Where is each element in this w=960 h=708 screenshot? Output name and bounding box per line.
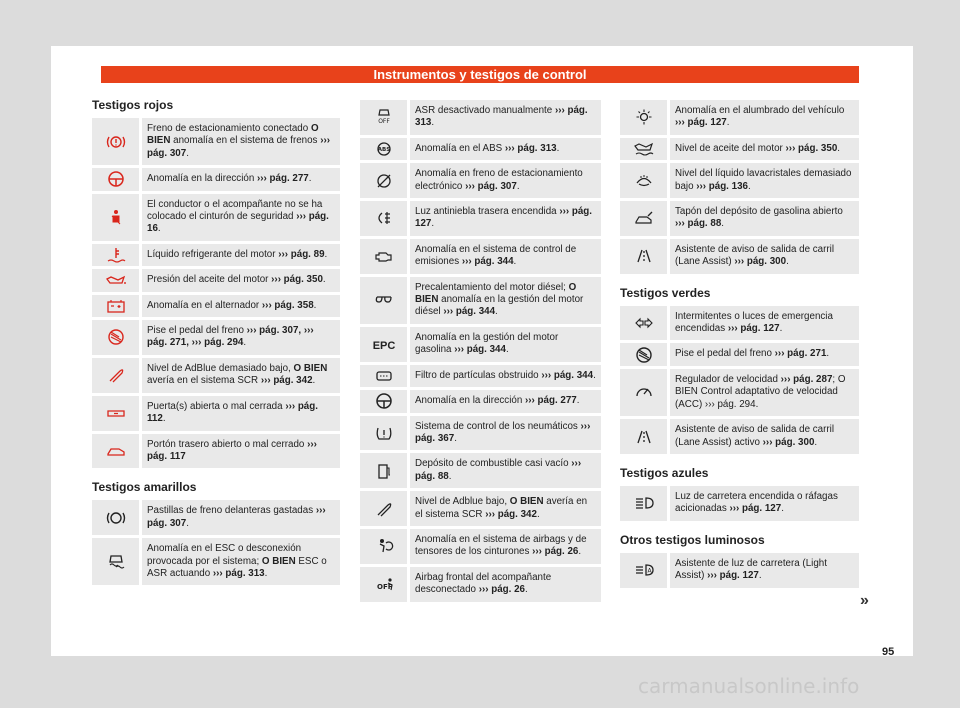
column-left xyxy=(92,92,340,588)
description-ref[interactable]: ››› pág. 127 xyxy=(707,570,759,582)
indicator-description xyxy=(410,416,601,451)
description-pre: Anomalía en la gestión del motor gasolina xyxy=(415,331,559,356)
description-ref[interactable]: ››› pág. 344 xyxy=(461,256,514,268)
description-end: . xyxy=(758,570,762,582)
steering-icon xyxy=(106,171,126,187)
section-title: Otros testigos luminosos xyxy=(620,532,765,547)
description-end: . xyxy=(324,248,328,260)
indicator-row xyxy=(92,194,340,241)
indicator-icon-cell xyxy=(92,269,139,291)
indicator-description xyxy=(142,396,340,431)
description-pre: ASR desactivado manualmente xyxy=(415,105,555,116)
indicator-description xyxy=(410,201,601,236)
washer-icon xyxy=(634,173,654,189)
indicator-icon-cell xyxy=(620,343,667,365)
indicator-icon-cell xyxy=(360,491,407,526)
description-ref[interactable]: ››› pág. 342 xyxy=(485,508,537,520)
description-pre: Asistente de luz de carretera (Light Assist) xyxy=(675,557,827,582)
description-ref[interactable]: ››› pág. 136 xyxy=(696,180,748,192)
airbag-icon xyxy=(374,538,394,554)
description-pre: Presión del aceite del motor xyxy=(147,274,272,286)
indicator-description xyxy=(410,100,601,135)
indicator-icon-cell xyxy=(92,500,139,535)
description-ref[interactable]: ››› pág. 16 xyxy=(147,211,329,235)
indicator-row xyxy=(620,419,859,454)
seatbelt-icon xyxy=(106,209,126,225)
indicator-row xyxy=(360,277,601,324)
indicator-icon-cell xyxy=(360,277,407,324)
description-ref[interactable]: ››› pág. 344 xyxy=(541,369,594,381)
description-end: . xyxy=(431,218,435,230)
description-ref[interactable]: ››› pág. 313 xyxy=(504,142,557,154)
description-end: . xyxy=(536,508,540,520)
indicator-icon-cell xyxy=(360,390,407,412)
indicator-row xyxy=(360,100,601,135)
indicator-description xyxy=(142,295,340,317)
fuel-cap-icon xyxy=(634,210,654,226)
description-post: ESC o ASR actuando xyxy=(147,555,327,579)
description-end: . xyxy=(162,413,166,425)
indicator-description xyxy=(410,453,601,488)
indicator-row xyxy=(620,163,859,198)
indicator-icon-cell xyxy=(360,416,407,451)
description-end: . xyxy=(747,180,751,192)
indicator-row xyxy=(92,358,340,393)
description-post: avería en el sistema SCR xyxy=(415,496,588,520)
description-pre: Nivel de aceite del motor xyxy=(675,142,786,154)
indicator-description xyxy=(410,327,601,362)
description-end: . xyxy=(779,323,783,335)
description-pre: Asistente de aviso de salida de carril (Lane Assist) xyxy=(675,243,835,268)
indicator-description xyxy=(142,500,340,535)
description-pre: Anomalía en el ESC o desconexión provocada por el sistema; xyxy=(147,543,302,567)
description-end: . xyxy=(578,546,582,558)
description-end: . xyxy=(313,299,317,311)
indicator-row xyxy=(620,239,859,274)
description-pre: Puerta(s) abierta o mal cerrada xyxy=(147,400,286,412)
bulb-fault-icon xyxy=(634,109,654,125)
description-end: . xyxy=(516,180,520,192)
description-pre: Luz de carretera encendida o ráfagas acicionadas xyxy=(675,490,838,515)
indicator-description xyxy=(142,244,340,266)
description-ref[interactable]: ››› pág. 300 xyxy=(762,436,815,448)
indicator-row xyxy=(360,201,601,236)
description-end: . xyxy=(781,503,784,515)
description-pre: Anomalía en la dirección xyxy=(147,173,258,185)
indicator-description xyxy=(670,369,859,416)
indicator-icon-cell xyxy=(620,553,667,588)
tire-pressure-icon xyxy=(374,425,394,441)
description-end: ; O BIEN Control adaptativo de velocidad (ACC) ››› pág. 294. xyxy=(675,373,846,410)
column-middle xyxy=(360,100,601,605)
section-title: Testigos azules xyxy=(620,465,709,480)
section-title: Testigos verdes xyxy=(620,285,711,300)
description-ref[interactable]: ››› pág. 367 xyxy=(415,420,591,444)
indicator-description xyxy=(410,138,601,160)
description-pre: Pastillas de freno delanteras gastadas xyxy=(147,505,316,517)
indicator-row xyxy=(620,201,859,236)
description-pre: Asistente de aviso de salida de carril (Lane Assist) activo xyxy=(675,424,835,448)
description-ref[interactable]: ››› pág. 26 xyxy=(532,546,579,558)
turn-signals-icon xyxy=(634,315,654,331)
indicator-description xyxy=(410,567,601,602)
description-pre: Intermitentes o luces de emergencia encendidas xyxy=(675,310,833,335)
description-ref[interactable]: ››› pág. 307 xyxy=(147,505,326,529)
indicator-row xyxy=(92,244,340,266)
description-ref[interactable]: ››› pág. 112 xyxy=(147,400,318,425)
description-end: . xyxy=(556,142,560,154)
brake-pedal-icon xyxy=(106,329,126,345)
description-pre: Anomalía en el alumbrado del vehículo xyxy=(675,105,845,116)
indicator-icon-cell xyxy=(620,201,667,236)
indicator-description xyxy=(670,306,859,341)
indicator-icon-cell xyxy=(360,100,407,135)
indicator-row xyxy=(92,538,340,585)
svg-text:OFF: OFF xyxy=(377,118,390,126)
description-ref[interactable]: ››› pág. 26 xyxy=(478,584,526,596)
column-right xyxy=(620,100,859,591)
description-pre: Portón trasero abierto o mal cerrado xyxy=(147,438,308,450)
description-ref[interactable]: ››› pág. 344 xyxy=(443,306,496,318)
indicator-description xyxy=(670,343,859,365)
indicator-icon-cell xyxy=(360,239,407,274)
indicator-icon-cell xyxy=(360,567,407,602)
description-ref[interactable]: ››› pág. 307 xyxy=(465,180,517,192)
description-ref[interactable]: ››› pág. 300 xyxy=(734,256,787,268)
description-ref[interactable]: ››› pág. 307 xyxy=(147,135,330,159)
indicator-description xyxy=(410,277,601,324)
page-number: 95 xyxy=(882,646,895,658)
indicator-row xyxy=(360,491,601,526)
indicator-row xyxy=(360,163,601,198)
description-pre: Precalentamiento del motor diésel; xyxy=(415,281,569,293)
indicator-description xyxy=(670,100,859,135)
brake-pedal-icon xyxy=(634,347,654,363)
indicator-icon-cell xyxy=(92,320,139,355)
indicator-icon-cell xyxy=(360,529,407,564)
description-pre: Filtro de partículas obstruido xyxy=(415,369,542,381)
svg-text:OFF: OFF xyxy=(376,583,393,592)
description-ref[interactable]: ››› pág. 342 xyxy=(260,375,313,387)
indicator-description xyxy=(670,419,859,454)
description-end: . xyxy=(431,117,435,129)
description-pre: Nivel del líquido lavacristales demasiado bajo xyxy=(675,168,852,192)
trunk-open-icon xyxy=(106,443,126,459)
description-pre: Nivel de Adblue bajo, xyxy=(415,496,510,508)
description-end: . xyxy=(814,436,818,448)
description-bold: O BIEN xyxy=(261,555,296,567)
indicator-icon-cell xyxy=(92,358,139,393)
description-end: . xyxy=(264,567,268,579)
description-end: . xyxy=(505,344,509,356)
indicator-row xyxy=(620,306,859,341)
description-end: . xyxy=(495,306,498,318)
description-end: . xyxy=(322,274,326,286)
description-ref[interactable]: ››› pág. 127 xyxy=(415,206,592,230)
description-pre: Nivel de AdBlue demasiado bajo, xyxy=(147,362,294,374)
description-end: . xyxy=(786,256,789,268)
description-pre: Anomalía en freno de estacionamiento electrónico xyxy=(415,168,583,192)
high-beam-icon xyxy=(634,495,654,511)
page-banner: Instrumentos y testigos de control xyxy=(101,66,859,83)
description-end: . xyxy=(726,117,730,129)
indicator-icon-cell xyxy=(620,486,667,521)
indicator-description xyxy=(670,486,859,521)
indicator-icon-cell xyxy=(92,244,139,266)
description-bold: O BIEN xyxy=(415,281,577,306)
description-ref[interactable]: ››› pág. 358 xyxy=(261,299,314,311)
cruise-control-icon xyxy=(634,384,654,400)
indicator-row xyxy=(92,500,340,535)
indicator-row xyxy=(360,327,601,362)
description-post: anomalía en la gestión del motor diésel xyxy=(415,294,584,318)
description-ref[interactable]: ››› pág. 313 xyxy=(212,567,265,579)
section-title: Testigos amarillos xyxy=(92,480,197,495)
indicator-icon-cell xyxy=(620,239,667,274)
description-pre: El conductor o el acompañante no se ha colocado el cinturón de seguridad xyxy=(147,198,323,223)
indicator-icon-cell xyxy=(620,369,667,416)
description-end: . xyxy=(186,147,189,159)
lane-assist-icon xyxy=(634,429,654,445)
description-ref[interactable]: ››› pág. 127 xyxy=(729,503,782,515)
description-pre: Tapón del depósito de gasolina abierto xyxy=(675,206,843,218)
description-ref[interactable]: ››› pág. 344 xyxy=(454,344,506,356)
indicator-icon-cell xyxy=(92,538,139,585)
esc-icon xyxy=(106,554,126,570)
indicator-icon-cell xyxy=(360,163,407,198)
oil-pressure-icon xyxy=(106,272,126,288)
indicator-row xyxy=(360,390,601,412)
description-pre: Pise el pedal del freno xyxy=(147,325,247,337)
indicator-icon-cell xyxy=(620,100,667,135)
oil-level-icon xyxy=(634,141,654,157)
description-pre: Sistema de control de los neumáticos xyxy=(415,420,581,432)
indicator-description xyxy=(410,529,601,564)
description-pre: Líquido refrigerante del motor xyxy=(147,248,279,260)
svg-text:EPC: EPC xyxy=(372,340,395,353)
epc-icon xyxy=(374,336,394,352)
indicator-row xyxy=(360,453,601,488)
engine-icon xyxy=(374,248,394,264)
coolant-icon xyxy=(106,247,126,263)
description-pre: Anomalía en el sistema de airbags y de tensores de los cinturones xyxy=(415,533,587,558)
indicator-icon-cell xyxy=(92,434,139,469)
description-ref[interactable]: ››› pág. 88 xyxy=(675,218,722,230)
description-pre: Depósito de combustible casi vacío xyxy=(415,458,572,470)
indicator-row xyxy=(360,239,601,274)
description-end: . xyxy=(448,470,452,482)
description-pre: Anomalía en la dirección xyxy=(415,395,526,407)
door-open-icon xyxy=(106,405,126,421)
glow-plug-icon xyxy=(374,292,394,308)
indicator-icon-cell xyxy=(92,118,139,165)
indicator-row xyxy=(92,434,340,469)
description-end: . xyxy=(576,395,580,407)
svg-text:A: A xyxy=(646,567,652,575)
indicator-icon-cell xyxy=(620,138,667,160)
description-pre: Anomalía en el alternador xyxy=(147,299,262,311)
indicator-icon-cell xyxy=(620,163,667,198)
indicator-description xyxy=(142,358,340,393)
description-pre: Pise el pedal del freno xyxy=(675,348,775,360)
adblue-icon xyxy=(106,367,126,383)
brake-warning-icon xyxy=(106,134,126,150)
indicator-description xyxy=(670,138,859,160)
description-ref[interactable]: ››› pág. 313 xyxy=(415,105,588,129)
indicator-row xyxy=(92,396,340,431)
description-end: . xyxy=(593,369,596,381)
indicator-row xyxy=(620,100,859,135)
indicator-description xyxy=(410,491,601,526)
description-pre: Anomalía en el sistema de control de emisiones xyxy=(415,243,577,268)
description-post: avería en el sistema SCR xyxy=(147,375,261,387)
description-end: . xyxy=(525,584,528,596)
indicator-row xyxy=(620,138,859,160)
indicator-description xyxy=(410,365,601,387)
description-end: . xyxy=(454,432,457,444)
indicator-row xyxy=(92,295,340,317)
indicator-row xyxy=(620,369,859,416)
particle-filter-icon xyxy=(374,368,394,384)
description-ref[interactable]: ››› pág. 277 xyxy=(525,395,577,407)
indicator-icon-cell xyxy=(92,295,139,317)
description-ref[interactable]: ››› pág. 89 xyxy=(278,248,325,260)
description-end: . xyxy=(513,256,517,268)
light-assist-icon xyxy=(634,562,654,578)
indicator-icon-cell xyxy=(360,365,407,387)
svg-text:ABS: ABS xyxy=(377,147,390,154)
indicator-row xyxy=(92,320,340,355)
indicator-description xyxy=(670,239,859,274)
indicator-description xyxy=(142,434,340,469)
description-end: . xyxy=(312,375,316,387)
description-end: . xyxy=(157,223,161,235)
description-ref[interactable]: ››› pág. 277 xyxy=(257,173,309,185)
indicator-icon-cell xyxy=(92,168,139,190)
description-ref[interactable]: ››› pág. 127 xyxy=(675,117,727,129)
description-bold: O BIEN xyxy=(509,496,544,508)
indicator-description xyxy=(410,163,601,198)
description-ref[interactable]: ››› pág. 117 xyxy=(147,438,317,462)
adblue-icon xyxy=(374,501,394,517)
indicator-description xyxy=(142,269,340,291)
description-end: . xyxy=(826,348,830,360)
parking-brake-fault-icon xyxy=(374,173,394,189)
indicator-icon-cell xyxy=(92,194,139,241)
steering-icon xyxy=(374,393,394,409)
indicator-description xyxy=(142,194,340,241)
description-ref[interactable]: ››› pág. 88 xyxy=(415,458,582,482)
abs-icon xyxy=(374,141,394,157)
description-ref[interactable]: ››› pág. 287 xyxy=(780,373,833,385)
lane-assist-icon xyxy=(634,248,654,264)
continue-marker: » xyxy=(860,592,869,609)
indicator-row xyxy=(360,138,601,160)
description-end: . xyxy=(308,173,312,185)
indicator-row xyxy=(360,529,601,564)
description-end: . xyxy=(186,517,189,529)
description-pre: Luz antiniebla trasera encendida xyxy=(415,206,560,218)
indicator-row xyxy=(360,365,601,387)
description-end: . xyxy=(243,337,247,349)
description-end: . xyxy=(721,218,725,230)
indicator-row xyxy=(360,416,601,451)
indicator-row xyxy=(620,486,859,521)
indicator-icon-cell xyxy=(360,138,407,160)
description-ref[interactable]: ››› pág. 350 xyxy=(271,274,323,286)
indicator-description xyxy=(142,168,340,190)
fuel-icon xyxy=(374,463,394,479)
description-ref[interactable]: ››› pág. 350 xyxy=(785,142,838,154)
description-ref[interactable]: ››› pág. 307, ››› pág. 271, ››› pág. 294 xyxy=(147,325,314,349)
rear-fog-icon xyxy=(374,210,394,226)
description-pre: Airbag frontal del acompañante desconectado xyxy=(415,571,552,596)
description-pre: Regulador de velocidad xyxy=(675,373,781,385)
indicator-description xyxy=(142,118,340,165)
watermark: carmanualsonline.info xyxy=(638,674,860,698)
indicator-icon-cell xyxy=(360,327,407,362)
indicator-row xyxy=(620,553,859,588)
indicator-description xyxy=(670,201,859,236)
asr-off-icon xyxy=(374,109,394,125)
airbag-off-icon xyxy=(374,576,394,592)
indicator-icon-cell xyxy=(360,453,407,488)
description-pre: Freno de estacionamiento conectado xyxy=(147,123,311,134)
description-ref[interactable]: ››› pág. 271 xyxy=(774,348,827,360)
brake-pads-icon xyxy=(106,510,126,526)
indicator-description xyxy=(670,553,859,588)
description-pre: Anomalía en el ABS xyxy=(415,142,505,154)
description-bold: O BIEN xyxy=(147,123,319,147)
indicator-description xyxy=(410,239,601,274)
indicator-icon-cell xyxy=(92,396,139,431)
indicator-description xyxy=(410,390,601,412)
description-end: . xyxy=(837,142,840,154)
indicator-icon-cell xyxy=(620,419,667,454)
indicator-row xyxy=(92,269,340,291)
indicator-description xyxy=(670,163,859,198)
battery-icon xyxy=(106,298,126,314)
indicator-row xyxy=(620,343,859,365)
indicator-icon-cell xyxy=(360,201,407,236)
indicator-icon-cell xyxy=(620,306,667,341)
section-title: Testigos rojos xyxy=(92,98,174,112)
indicator-description xyxy=(142,320,340,355)
description-ref[interactable]: ››› pág. 127 xyxy=(727,323,780,335)
indicator-description xyxy=(142,538,340,585)
description-bold: O BIEN xyxy=(293,362,328,374)
indicator-row xyxy=(92,118,340,165)
description-post: anomalía en el sistema de frenos xyxy=(170,135,321,147)
indicator-row xyxy=(92,168,340,190)
indicator-row xyxy=(360,567,601,602)
